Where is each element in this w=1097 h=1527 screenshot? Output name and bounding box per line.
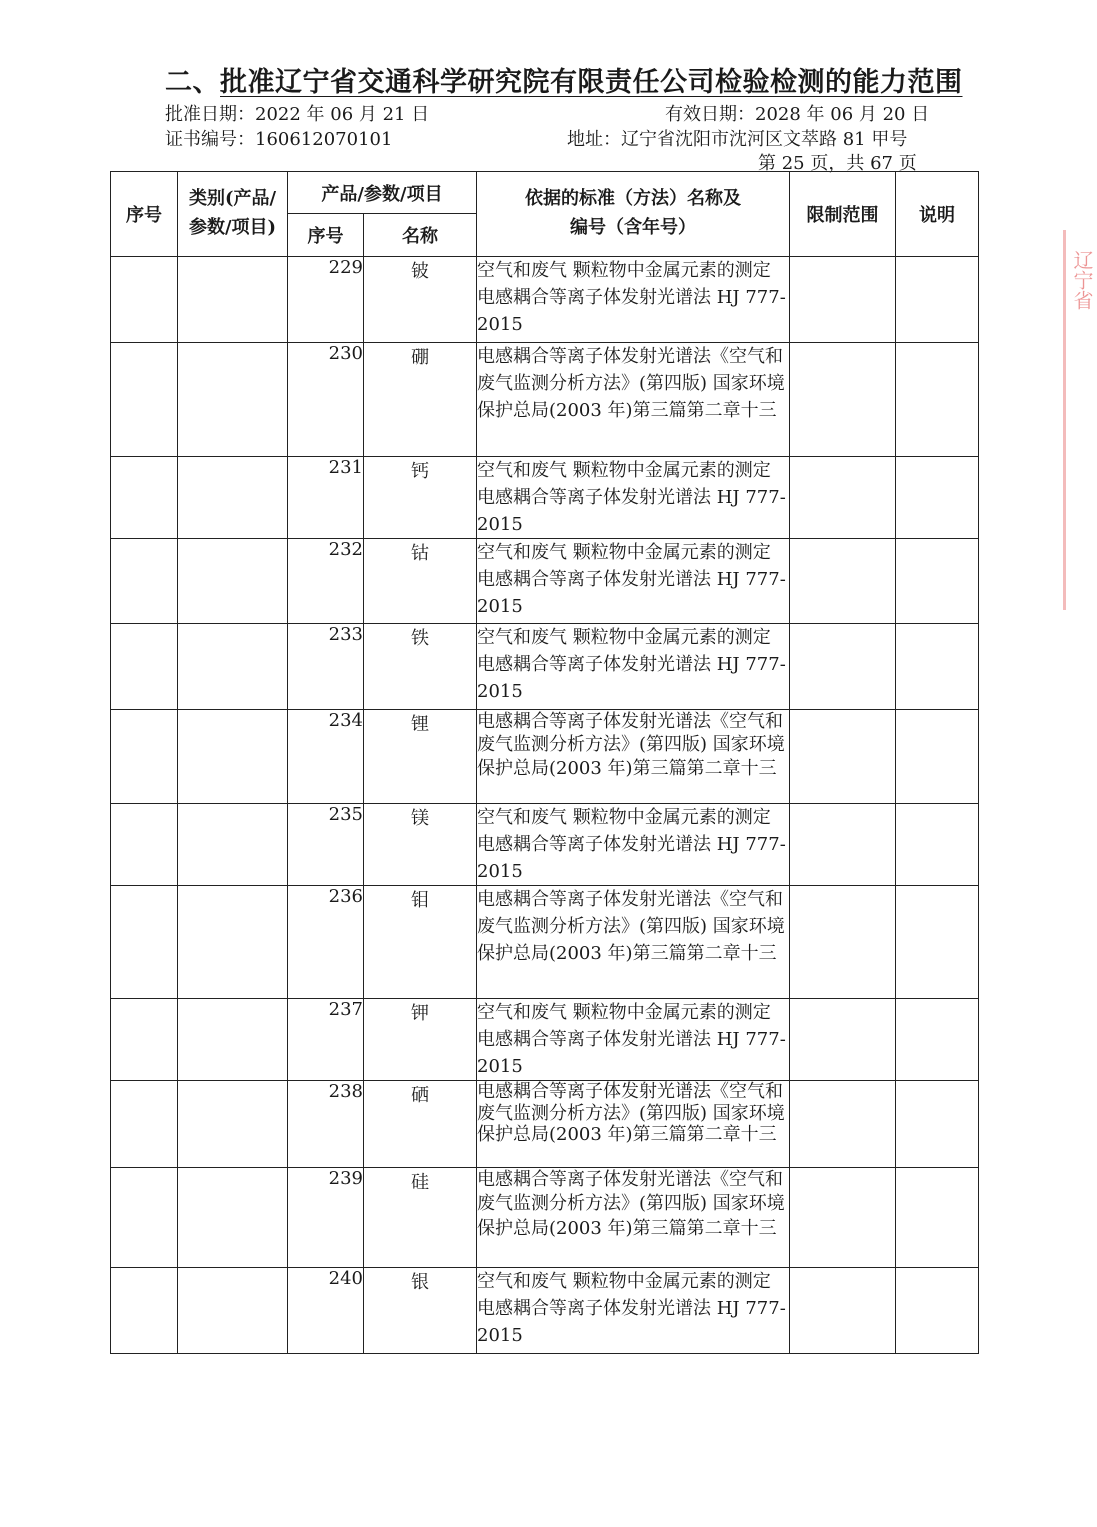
page-title (165, 60, 963, 99)
standard-text: 电感耦合等离子体发射光谱法《空气和废气监测分析方法》(第四版) 国家环境保护总局(2003 年)第三篇第二章十三 (477, 710, 790, 804)
stamp-text: 辽宁省 (1070, 250, 1094, 310)
standard-text: 电感耦合等离子体发射光谱法《空气和废气监测分析方法》(第四版) 国家环境保护总局(2003 年)第三篇第二章十三 (477, 343, 790, 457)
standard-text: 空气和废气 颗粒物中金属元素的测定 电感耦合等离子体发射光谱法 HJ 777-2015 (477, 257, 790, 343)
standard-text: 空气和废气 颗粒物中金属元素的测定 电感耦合等离子体发射光谱法 HJ 777-2015 (477, 539, 790, 624)
valid-date: 有效日期：2028 年 06 月 20 日 (665, 104, 930, 125)
header-sub-seq: 序号 (288, 214, 364, 257)
header-note: 说明 (896, 172, 979, 257)
table-row (111, 457, 979, 539)
header-category: 类别(产品/参数/项目) (178, 172, 288, 257)
element-name: 钼 (364, 886, 477, 999)
element-name: 钴 (364, 539, 477, 624)
row-number: 232 (288, 539, 364, 624)
table-row (111, 999, 979, 1081)
standard-text: 空气和废气 颗粒物中金属元素的测定 电感耦合等离子体发射光谱法 HJ 777-2015 (477, 999, 790, 1081)
row-number: 231 (288, 457, 364, 539)
certificate-number: 证书编号：160612070101 (165, 129, 393, 150)
table-row (111, 624, 979, 710)
row-number: 238 (288, 1081, 364, 1168)
element-name: 铁 (364, 624, 477, 710)
element-name: 硅 (364, 1168, 477, 1268)
row-number: 230 (288, 343, 364, 457)
table-row (111, 257, 979, 343)
table-row (111, 343, 979, 457)
standard-text: 空气和废气 颗粒物中金属元素的测定 电感耦合等离子体发射光谱法 HJ 777-2015 (477, 804, 790, 886)
header-standard: 依据的标准（方法）名称及编号（含年号） (477, 172, 790, 257)
row-number: 240 (288, 1268, 364, 1354)
title-main: 批准辽宁省交通科学研究院有限责任公司检验检测的能力范围 (220, 67, 963, 98)
address: 地址：辽宁省沈阳市沈河区文萃路 81 甲号 (567, 129, 908, 150)
table-row (111, 710, 979, 804)
element-name: 铍 (364, 257, 477, 343)
element-name: 硼 (364, 343, 477, 457)
element-name: 银 (364, 1268, 477, 1354)
table-row (111, 539, 979, 624)
standard-text: 电感耦合等离子体发射光谱法《空气和废气监测分析方法》(第四版) 国家环境保护总局(2003 年)第三篇第二章十三 (477, 1081, 790, 1168)
approval-date: 批准日期：2022 年 06 月 21 日 (165, 104, 430, 125)
standard-text: 空气和废气 颗粒物中金属元素的测定 电感耦合等离子体发射光谱法 HJ 777-2015 (477, 1268, 790, 1354)
element-name: 镁 (364, 804, 477, 886)
standard-text: 空气和废气 颗粒物中金属元素的测定 电感耦合等离子体发射光谱法 HJ 777-2015 (477, 457, 790, 539)
standard-text: 电感耦合等离子体发射光谱法《空气和废气监测分析方法》(第四版) 国家环境保护总局(2003 年)第三篇第二章十三 (477, 886, 790, 999)
row-number: 239 (288, 1168, 364, 1268)
row-number: 229 (288, 257, 364, 343)
element-name: 硒 (364, 1081, 477, 1168)
title-prefix: 二、 (165, 67, 220, 98)
header-limit: 限制范围 (790, 172, 896, 257)
table-row (111, 1168, 979, 1268)
page-number: 第 25 页，共 67 页 (758, 153, 917, 174)
header-sub-name: 名称 (364, 214, 477, 257)
element-name: 锂 (364, 710, 477, 804)
row-number: 235 (288, 804, 364, 886)
row-number: 233 (288, 624, 364, 710)
element-name: 钾 (364, 999, 477, 1081)
row-number: 236 (288, 886, 364, 999)
row-number: 234 (288, 710, 364, 804)
standard-text: 电感耦合等离子体发射光谱法《空气和废气监测分析方法》(第四版) 国家环境保护总局(2003 年)第三篇第二章十三 (477, 1168, 790, 1268)
element-name: 钙 (364, 457, 477, 539)
table-row (111, 886, 979, 999)
table-row (111, 804, 979, 886)
scope-table (110, 171, 979, 1354)
standard-text: 空气和废气 颗粒物中金属元素的测定 电感耦合等离子体发射光谱法 HJ 777-2015 (477, 624, 790, 710)
row-number: 237 (288, 999, 364, 1081)
table-row (111, 1268, 979, 1354)
header-product-group: 产品/参数/项目 (288, 172, 477, 214)
header-seq: 序号 (111, 172, 178, 257)
red-stamp-edge (1063, 230, 1094, 610)
table-row (111, 1081, 979, 1168)
